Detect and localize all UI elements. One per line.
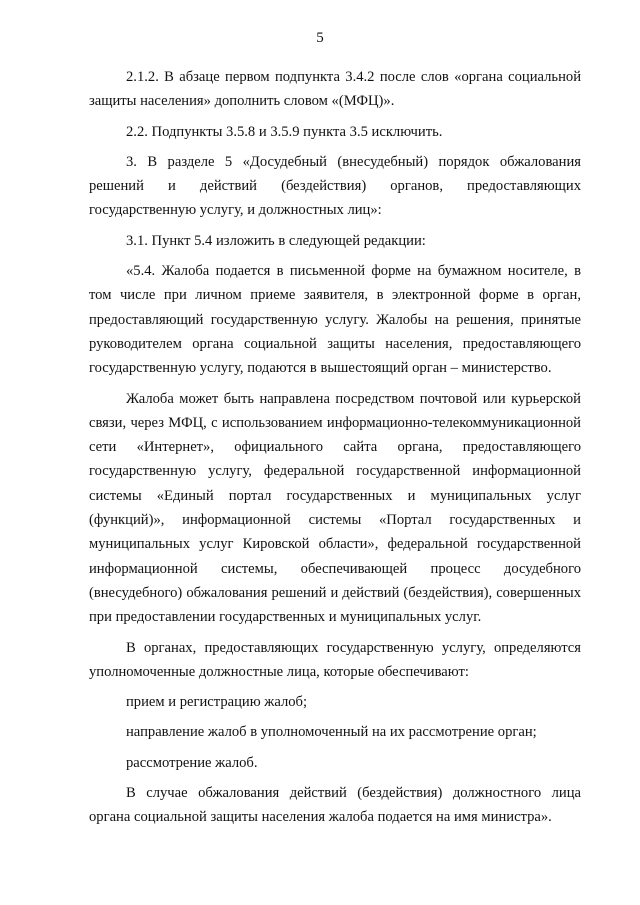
list-item: прием и регистрацию жалоб;	[126, 694, 308, 711]
paragraph-2-2: 2.2. Подпункты 3.5.8 и 3.5.9 пункта 3.5 исключить.	[126, 123, 443, 140]
paragraph-complaint-channels: Жалоба может быть направлена посредством почтовой или курьерской связи, через МФЦ, с использованием информационно-телекоммуникационной сети «Интернет», официального сайта органа, предоставляющего государственную услугу, федеральной государственной информационной системы «Единый портал государственных и муниципальных услуг (функций)», информационной системы «Портал государственных и муниципальных услуг Кировской области», федеральной государственной информационной системы, обеспечивающей процесс досудебного (внесудебного) обжалования решений и действий (бездействия), совершенных при предоставлении государственных и муниципальных услуг.	[89, 390, 581, 626]
page-number: 5	[316, 30, 324, 46]
paragraph-authorized-officials: В органах, предоставляющих государственную услугу, определяются уполномоченные должностные лица, которые обеспечивают:	[89, 639, 581, 680]
paragraph-2-1-2: 2.1.2. В абзаце первом подпункта 3.4.2 после слов «органа социальной защиты населения» дополнить словом «(МФЦ)».	[89, 69, 581, 110]
document-body	[89, 65, 581, 830]
paragraph-5-4: «5.4. Жалоба подается в письменной форме на бумажном носителе, в том числе при личном приеме заявителя, в электронной форме в орган, предоставляющий государственную услугу. Жалобы на решения, принятые руководителем органа социальной защиты населения, предоставляющего государственную услугу, подаются в вышестоящий орган – министерство.	[89, 263, 581, 377]
paragraph-closing: В случае обжалования действий (бездействия) должностного лица органа социальной защиты населения жалоба подается на имя министра».	[89, 785, 581, 826]
paragraph-3-1: 3.1. Пункт 5.4 изложить в следующей редакции:	[126, 232, 426, 249]
list-item: направление жалоб в уполномоченный на их рассмотрение орган;	[126, 724, 537, 741]
paragraph-3: 3. В разделе 5 «Досудебный (внесудебный) порядок обжалования решений и действий (бездействия) органов, предоставляющих государственную услугу, и должностных лиц»:	[89, 153, 581, 219]
list-item: рассмотрение жалоб.	[126, 754, 258, 771]
